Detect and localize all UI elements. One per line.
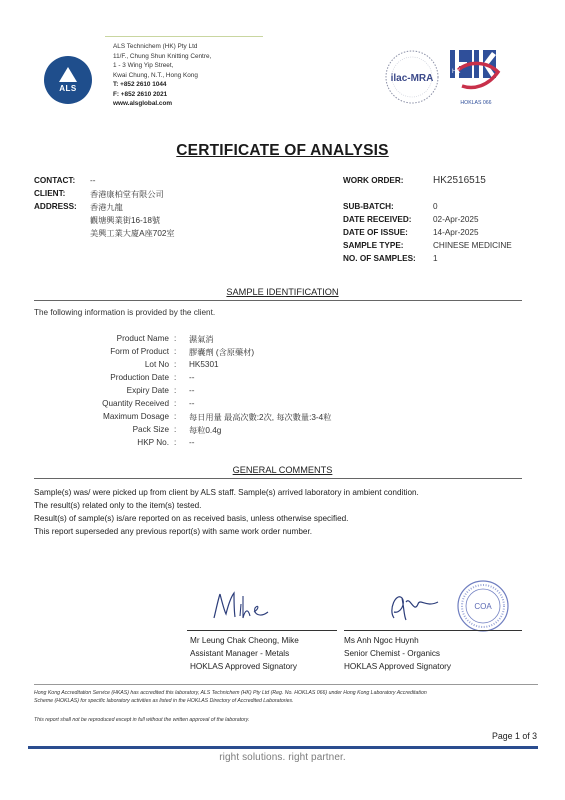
sample-field-label: Expiry Date	[126, 386, 169, 395]
client-address-line: 觀塘興業街16-18號	[90, 216, 161, 225]
signatory-name: Ms Anh Ngoc Huynh	[344, 636, 419, 645]
comment-line: Result(s) of sample(s) is/are reported on as received basis, unless otherwise specified.	[34, 514, 349, 523]
als-logo-text: ALS	[59, 84, 77, 93]
sample-field-value: 每日用量 最高次數:2次, 每次數量:3-4粒	[189, 413, 332, 422]
client-label: CLIENT:	[34, 189, 66, 198]
sample-field-label: Maximum Dosage	[103, 412, 169, 421]
reproduction-notice: This report shall not be reproduced except in full without the written approval of the laboratory.	[34, 717, 250, 723]
sample-field-value: 濕氣消	[189, 335, 214, 344]
header-rule	[105, 36, 263, 37]
field-separator: :	[174, 360, 177, 369]
sample-type-label: SAMPLE TYPE:	[343, 241, 404, 250]
signatory-2	[344, 634, 451, 673]
sample-field-value: --	[189, 373, 195, 382]
sample-field-label: HKP No.	[137, 438, 169, 447]
date-of-issue-label: DATE OF ISSUE:	[343, 228, 408, 237]
sample-field-value: 膠囊劑 (含原藥材)	[189, 348, 255, 357]
field-separator: :	[174, 347, 177, 356]
hkas-letters: HK	[452, 69, 461, 75]
signatory-role: HOKLAS Approved Signatory	[344, 662, 451, 671]
client-address-line: 美興工業大廈A座702室	[90, 229, 175, 238]
sample-type-value: CHINESE MEDICINE	[433, 241, 512, 250]
sample-identification-intro: The following information is provided by the client.	[34, 308, 216, 317]
work-order-value: HK2516515	[433, 175, 486, 186]
company-stamp	[455, 578, 511, 634]
als-logo-triangle-icon	[59, 67, 77, 82]
sub-batch-label: SUB-BATCH:	[343, 202, 394, 211]
sample-identification-heading: SAMPLE IDENTIFICATION	[226, 287, 339, 297]
contact-label: CONTACT:	[34, 176, 76, 185]
field-separator: :	[174, 399, 177, 408]
client-value: 香港康柏堂有限公司	[90, 190, 164, 199]
hkas-logo	[448, 46, 504, 112]
client-address-line: 香港九龍	[90, 203, 123, 212]
number-of-samples-value: 1	[433, 254, 438, 263]
general-comments-heading: GENERAL COMMENTS	[232, 465, 333, 475]
sample-field-value: --	[189, 386, 195, 395]
date-received-label: DATE RECEIVED:	[343, 215, 412, 224]
comment-line: Sample(s) was/ were picked up from client by ALS staff. Sample(s) arrived laboratory in ambient condition.	[34, 488, 419, 497]
sample-field-label: Quantity Received	[102, 399, 169, 408]
page-title: CERTIFICATE OF ANALYSIS	[176, 142, 389, 159]
signatory-title: Senior Chemist - Organics	[344, 649, 441, 658]
sample-field-value: HK5301	[189, 360, 219, 369]
work-order-label: WORK ORDER:	[343, 176, 404, 185]
section-divider	[34, 300, 522, 301]
ilac-mra-logo	[381, 48, 443, 106]
address-line: 1 - 3 Wing Yip Street,	[113, 62, 174, 69]
sample-field-value: --	[189, 438, 195, 447]
hokla-number: HOKLAS 066	[460, 100, 492, 106]
accreditation-line: Hong Kong Accreditation Service (HKAS) has accredited this laboratory, ALS Technichem (HK) Pty Ltd (Reg. No. HOKLAS 066) under Hong Kong Laboratory Accreditation	[34, 690, 427, 696]
address-line: Kwai Chung, N.T., Hong Kong	[113, 71, 198, 79]
footer-divider	[34, 684, 538, 685]
field-separator: :	[174, 438, 177, 447]
signature-line	[187, 630, 337, 631]
address-line: 11/F., Chung Shun Knitting Centre,	[113, 52, 212, 60]
sample-field-label: Lot No	[144, 360, 169, 369]
ilac-text: ilac-MRA	[390, 73, 434, 84]
date-received-value: 02-Apr-2025	[433, 215, 479, 224]
sample-field-value: --	[189, 399, 195, 408]
stamp-text: COA	[474, 602, 492, 611]
comment-line: This report superseded any previous report(s) with same work order number.	[34, 527, 313, 536]
address-label: ADDRESS:	[34, 202, 77, 211]
field-separator: :	[174, 412, 177, 421]
company-address-block	[113, 42, 211, 109]
number-of-samples-label: NO. OF SAMPLES:	[343, 254, 416, 263]
als-logo	[44, 56, 92, 104]
accreditation-line: Scheme (HOKLAS) for specific laboratory activities as listed in the HOKLAS Directory of Accredited Laboratories.	[34, 698, 294, 704]
phone-number: T: +852 2610 1044	[113, 81, 167, 88]
footer-bar	[28, 746, 538, 749]
signatory-role: HOKLAS Approved Signatory	[190, 662, 297, 671]
company-name: ALS Technichem (HK) Pty Ltd	[113, 43, 198, 50]
section-divider	[34, 478, 522, 479]
field-separator: :	[174, 334, 177, 343]
sample-field-label: Pack Size	[132, 425, 169, 434]
signatory-title: Assistant Manager - Metals	[190, 649, 290, 658]
signature-anh	[380, 584, 446, 624]
fax-number: F: +852 2610 2021	[113, 90, 168, 98]
sample-field-value: 每粒0.4g	[189, 426, 222, 435]
comment-line: The result(s) related only to the item(s) tested.	[34, 501, 202, 510]
page-number: Page 1 of 3	[492, 731, 537, 741]
accreditation-statement	[34, 689, 534, 705]
website-link[interactable]: www.alsglobal.com	[113, 100, 173, 107]
sample-field-label: Product Name	[116, 334, 169, 343]
signature-line	[344, 630, 522, 631]
signature-mike	[208, 588, 274, 622]
field-separator: :	[174, 425, 177, 434]
field-separator: :	[174, 373, 177, 382]
date-of-issue-value: 14-Apr-2025	[433, 228, 479, 237]
tagline: right solutions. right partner.	[219, 752, 346, 763]
signatory-1	[190, 634, 299, 673]
contact-value: --	[90, 176, 96, 185]
sub-batch-value: 0	[433, 202, 438, 211]
sample-field-label: Production Date	[110, 373, 169, 382]
signatory-name: Mr Leung Chak Cheong, Mike	[190, 636, 299, 645]
sample-field-label: Form of Product	[110, 347, 169, 356]
field-separator: :	[174, 386, 177, 395]
